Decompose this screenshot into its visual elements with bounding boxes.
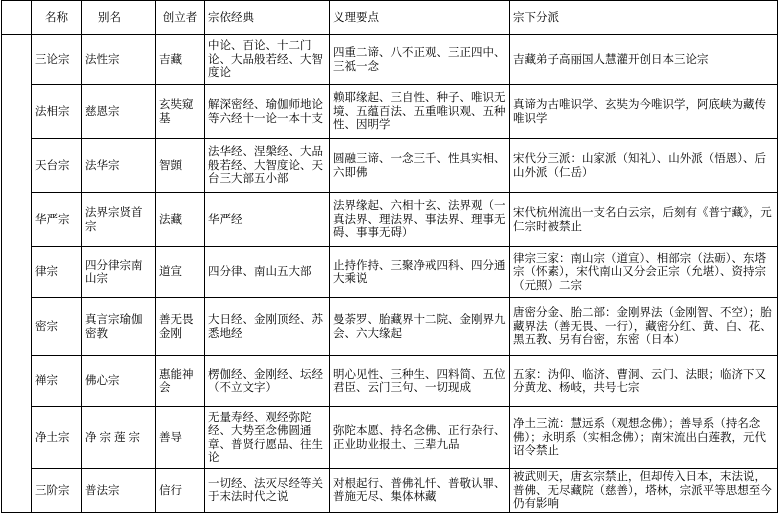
sect-doctrine: 赖耶缘起、三自性、种子、唯识无境、五蕴百法、五重唯识观、五种性、因明学 — [330, 85, 510, 139]
sect-alias: 普法宗 — [82, 469, 156, 513]
sect-doctrine: 对根起行、普佛礼忏、普敬认罪、普施无尽、集体林藏 — [330, 469, 510, 513]
sect-alias: 法性宗 — [82, 35, 156, 85]
sect-name: 华严宗 — [32, 193, 82, 247]
sect-doctrine: 明心见性、三种生、四料简、五位君臣、云门三句、一切现成 — [330, 356, 510, 407]
sect-founder: 智顗 — [156, 139, 205, 193]
sect-founder: 善导 — [156, 407, 205, 469]
sect-branches: 宋代杭州流出一支名白云宗，后刻有《普宁藏》，元仁宗时被禁止 — [510, 193, 778, 247]
sect-branches: 律宗三家：南山宗（道宣）、相部宗（法砺）、东塔宗（怀素），宋代南山又分会正宗（允堪）、资持宗（元照）二宗 — [510, 247, 778, 298]
table-row — [2, 356, 778, 407]
sect-doctrine: 圆融三谛、一念三千、性具实相、六即佛 — [330, 139, 510, 193]
sect-scripture: 大日经、金刚顶经、苏悉地经 — [205, 298, 330, 356]
header-scripture: 宗依经典 — [205, 1, 330, 35]
buddhist-sects-table — [1, 0, 778, 513]
sect-scripture: 中论、百论、十二门论、大品般若经、大智度论 — [205, 35, 330, 85]
sect-branches: 五家：沩仰、临济、曹洞、云门、法眼；临济下又分黄龙、杨岐，共号七宗 — [510, 356, 778, 407]
table-row — [2, 469, 778, 513]
sect-doctrine: 法界缘起、六相十玄、法界观（一真法界、理法界、事法界、理事无碍、事事无碍） — [330, 193, 510, 247]
sect-founder: 信行 — [156, 469, 205, 513]
sect-branches: 吉藏弟子高丽国人慧灌开创日本三论宗 — [510, 35, 778, 85]
sect-doctrine: 弥陀本愿、持名念佛、正行杂行、正业助业报土、三辈九品 — [330, 407, 510, 469]
header-doctrine: 义理要点 — [330, 1, 510, 35]
sect-founder: 道宣 — [156, 247, 205, 298]
table-row — [2, 139, 778, 193]
sect-branches: 净土三流：慧远系（观想念佛）；善导系（持名念佛）；永明系（实相念佛）；南宋流出白莲教，元代诏令禁止 — [510, 407, 778, 469]
sect-branches: 宋代分三派：山家派（知礼）、山外派（悟恩）、后山外派（仁岳） — [510, 139, 778, 193]
sect-scripture: 四分律、南山五大部 — [205, 247, 330, 298]
sect-name: 禅宗 — [32, 356, 82, 407]
sect-alias: 净宗莲宗 — [82, 407, 156, 469]
header-blank — [2, 1, 32, 35]
blank-side-column — [2, 35, 32, 513]
sect-scripture: 无量寿经、观经弥陀经、大势至念佛圆通章、普贤行愿品、往生论 — [205, 407, 330, 469]
table-row — [2, 407, 778, 469]
table-row — [2, 247, 778, 298]
table-row — [2, 193, 778, 247]
header-alias: 别名 — [82, 1, 156, 35]
sect-founder: 玄奘窥基 — [156, 85, 205, 139]
sect-name: 律宗 — [32, 247, 82, 298]
sect-founder: 惠能神会 — [156, 356, 205, 407]
sect-founder: 法藏 — [156, 193, 205, 247]
header-founder: 创立者 — [156, 1, 205, 35]
sect-name: 天台宗 — [32, 139, 82, 193]
sect-founder: 善无畏金刚 — [156, 298, 205, 356]
header-name: 名称 — [32, 1, 82, 35]
sect-branches: 真谛为古唯识学、玄奘为今唯识学，阿底峡为藏传唯识学 — [510, 85, 778, 139]
table-row — [2, 85, 778, 139]
sect-alias: 法界宗贤首宗 — [82, 193, 156, 247]
sect-founder: 吉藏 — [156, 35, 205, 85]
sect-scripture: 楞伽经、金刚经、坛经（不立文字） — [205, 356, 330, 407]
sect-name: 法相宗 — [32, 85, 82, 139]
sect-alias: 法华宗 — [82, 139, 156, 193]
sect-scripture: 一切经、法灭尽经等关于末法时代之说 — [205, 469, 330, 513]
table-header-row — [2, 1, 778, 35]
sect-doctrine: 四重二谛、八不正观、三正四中、三祗一念 — [330, 35, 510, 85]
sect-alias: 真言宗瑜伽密教 — [82, 298, 156, 356]
sect-name: 三论宗 — [32, 35, 82, 85]
sect-branches: 被武则天，唐玄宗禁止，但却传入日本，末法说，普佛、无尽藏院（慈善），塔林，宗派平等思想至今仍有影响 — [510, 469, 778, 513]
sect-name: 三阶宗 — [32, 469, 82, 513]
table-row — [2, 35, 778, 85]
sect-name: 密宗 — [32, 298, 82, 356]
sect-doctrine: 止持作持、三聚净戒四科、四分通大乘说 — [330, 247, 510, 298]
sect-branches: 唐密分金、胎二部：金刚界法（金刚智、不空）；胎藏界法（善无畏、一行），藏密分红、黄、白、花、黑五教、另有台密，东密（日本） — [510, 298, 778, 356]
sect-scripture: 解深密经、瑜伽师地论等六经十一论一本十支 — [205, 85, 330, 139]
sect-scripture: 华严经 — [205, 193, 330, 247]
sect-alias: 四分律宗南山宗 — [82, 247, 156, 298]
sect-name: 净土宗 — [32, 407, 82, 469]
table-row — [2, 298, 778, 356]
header-branches: 宗下分派 — [510, 1, 778, 35]
sect-alias: 慈恩宗 — [82, 85, 156, 139]
sect-alias: 佛心宗 — [82, 356, 156, 407]
sect-doctrine: 曼荼罗、胎藏界十二院、金刚界九会、六大缘起 — [330, 298, 510, 356]
sect-scripture: 法华经、涅槃经、大品般若经、大智度论、天台三大部五小部 — [205, 139, 330, 193]
